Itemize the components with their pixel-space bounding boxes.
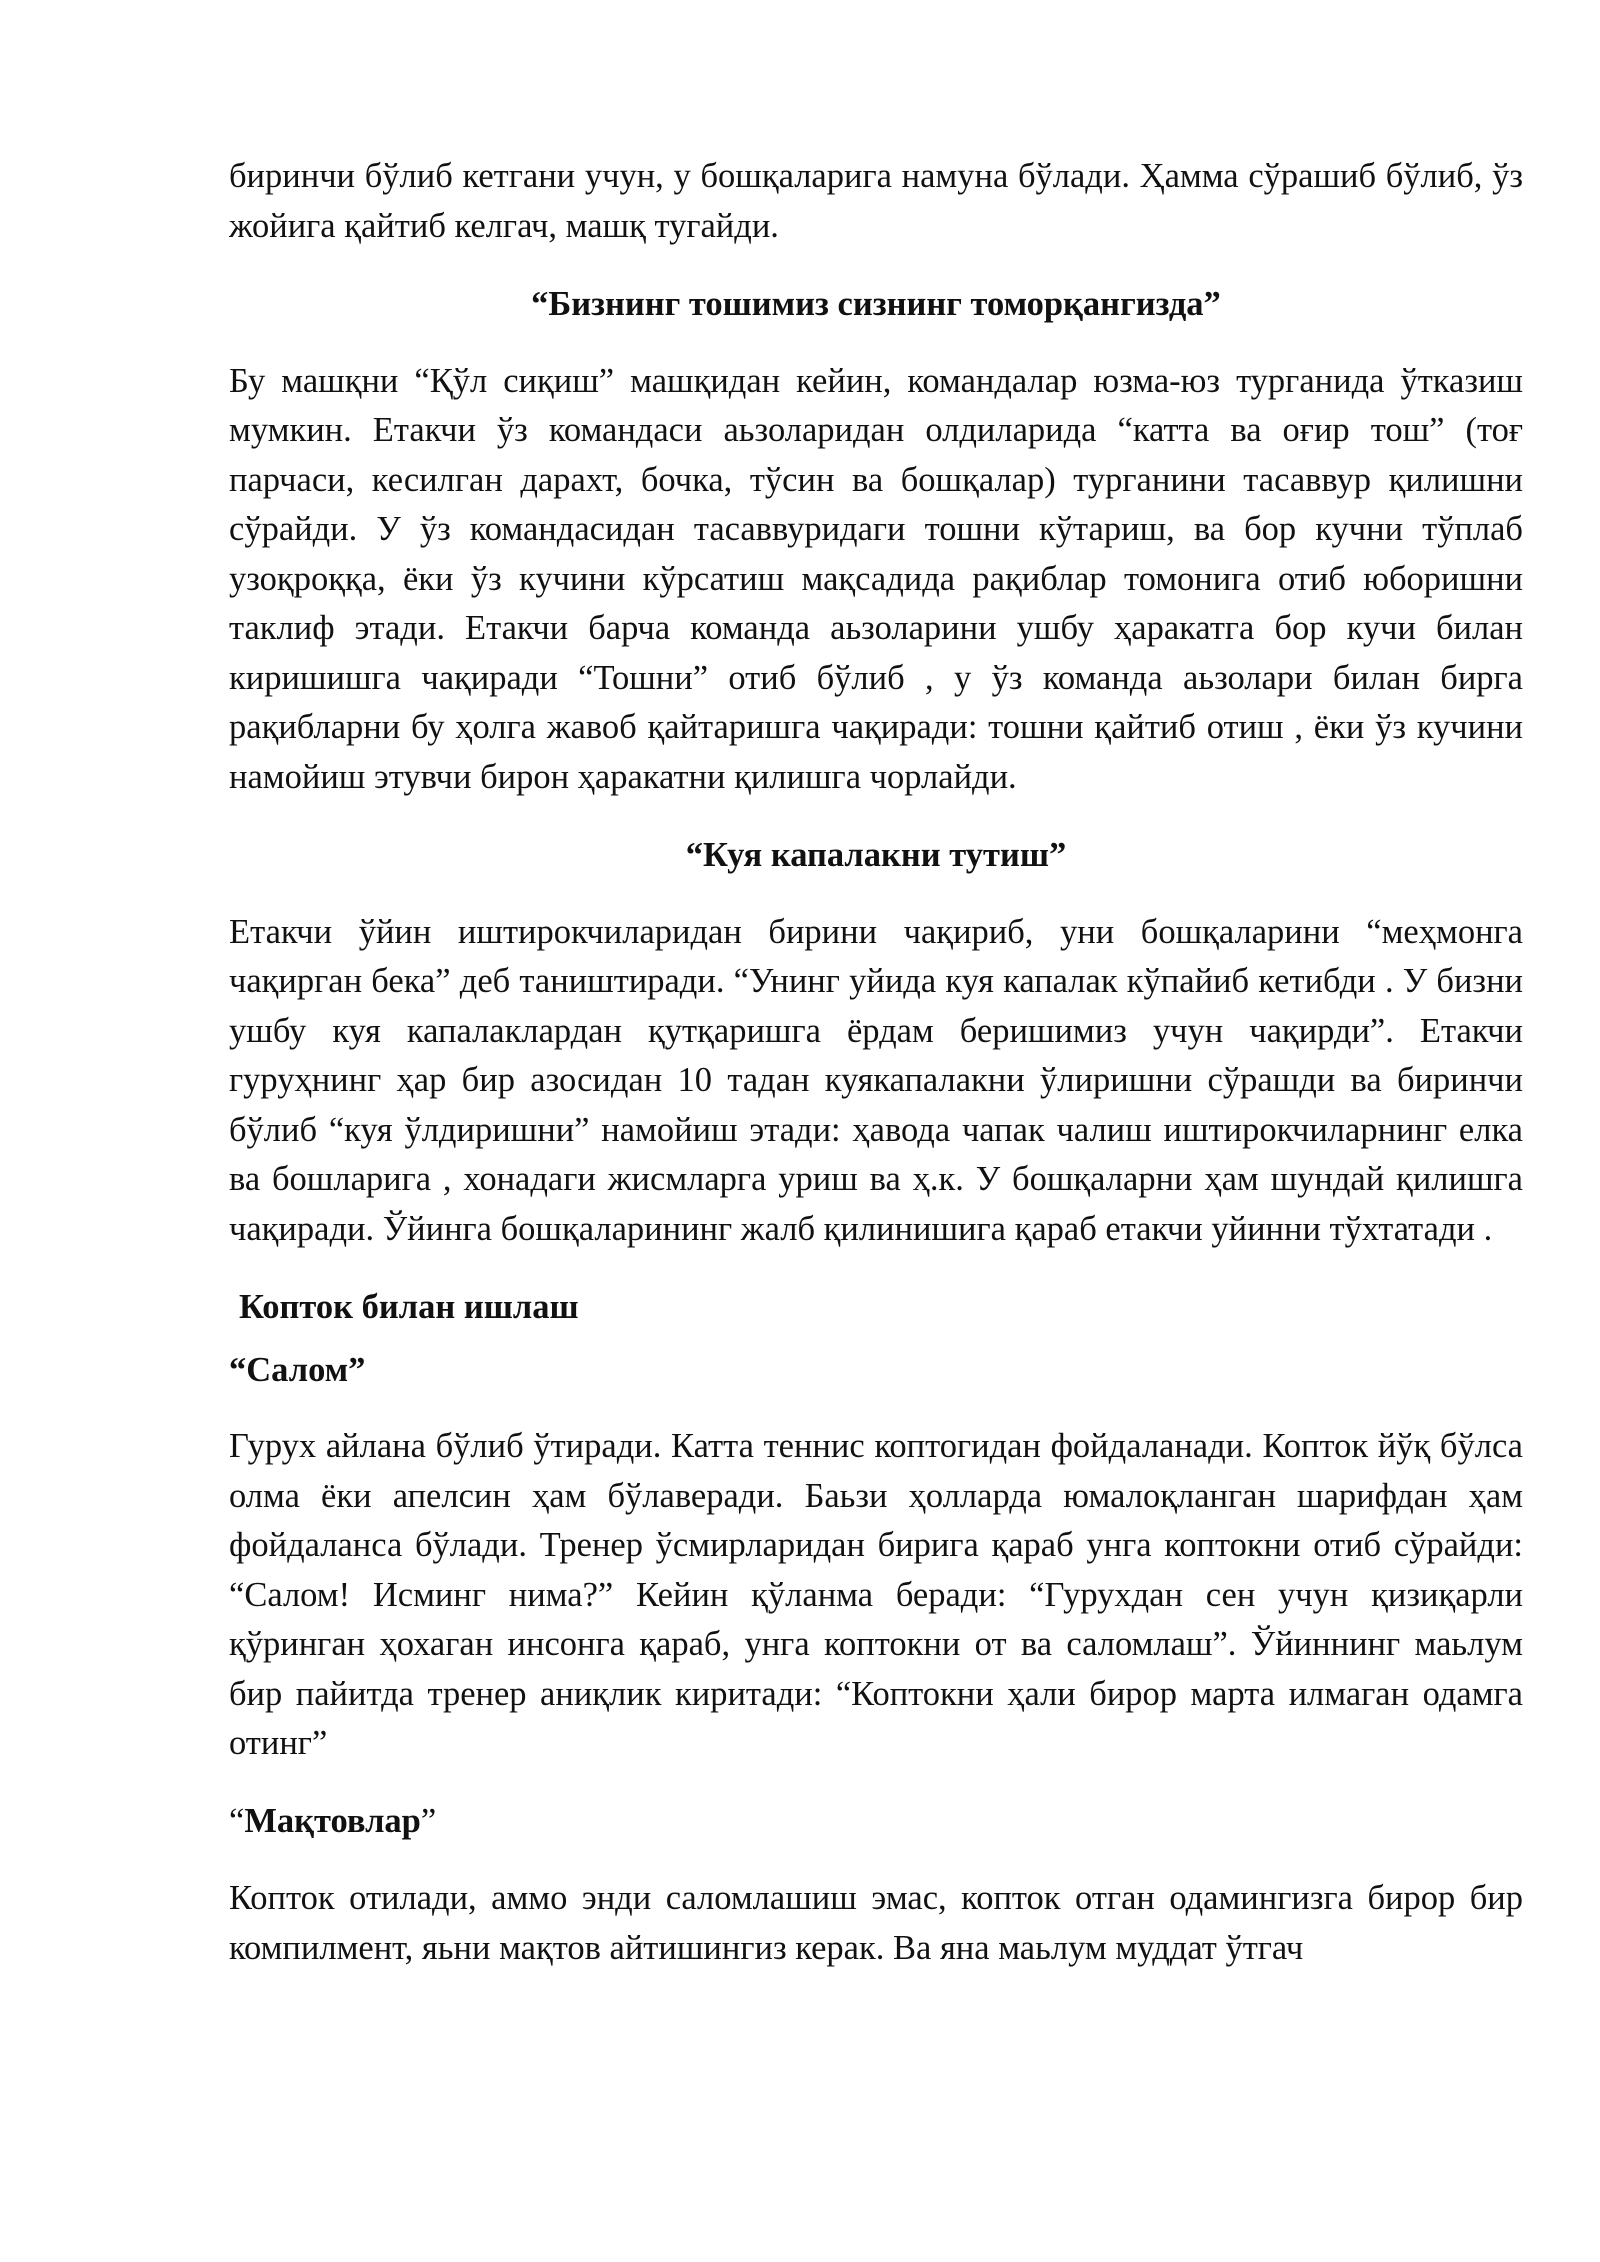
stone-exercise-paragraph: Бу машқни “Қўл сиқиш” машқидан кейин, командалар юзма-юз турганида ўтказиш мумкин. Етакчи ўз командаси аьзоларидан олдиларида “катта ва оғир тош” (тоғ парчаси, кесилган дарахт, бочка, тўсин ва бошқалар) турганини тасаввур қилишни сўрайди. У ўз командасидан тасаввуридаги тошни кўтариш, ва бор кучни тўплаб узоқроққа, ёки ўз кучини кўрсатиш мақсадида рақиблар томонига отиб юборишни таклиф этади. Етакчи барча команда аьзоларини ушбу ҳаракатга бор кучи билан киришишга чақиради “Тошни” отиб бўлиб , у ўз команда аьзолари билан бирга рақибларни бу ҳолга жавоб қайтаришга чақиради: тошни қайтиб отиш , ёки ўз кучини намойиш этувчи бирон ҳаракатни қилишга чорлайди. bbox=[229, 361, 1523, 796]
heading-praise-exercise bbox=[229, 1797, 1523, 1847]
heading-ball-work: Копток билан ишлаш bbox=[239, 1288, 579, 1326]
salom-exercise-paragraph: Гурух айлана бўлиб ўтиради. Катта теннис коптогидан фойдаланади. Копток йўқ бўлса олма ёки апелсин ҳам бўлаверади. Баьзи ҳолларда юмалоқланган шарифдан ҳам фойдаланса бўлади. Тренер ўсмирларидан бирига қараб унга коптокни отиб сўрайди: “Салом! Исминг нима?” Кейин қўланма беради: “Гурухдан сен учун қизиқарли қўринган ҳохаган инсонга қараб, унга коптокни от ва саломлаш”. Ўйиннинг маьлум бир пайитда тренер аниқлик киритади: “Коптокни ҳали бирор марта илмаган одамга отинг” bbox=[229, 1427, 1523, 1762]
heading-praise-text: Мақтовлар bbox=[244, 1801, 421, 1840]
intro-paragraph: биринчи бўлиб кетгани учун, у бошқаларига намуна бўлади. Ҳамма сўрашиб бўлиб, ўз жойига қайтиб келгач, машқ тугайди. bbox=[229, 157, 1523, 245]
heading-salom-exercise: “Салом” bbox=[229, 1350, 366, 1389]
moth-exercise-paragraph: Етакчи ўйин иштирокчиларидан бирини чақириб, уни бошқаларини “меҳмонга чақирган бека” деб таништиради. “Унинг уйида куя капалак кўпайиб кетибди . У бизни ушбу куя капалаклардан қутқаришга ёрдам беришимиз учун чақирди”. Етакчи гуруҳнинг ҳар бир азосидан 10 тадан куякапалакни ўлиришни сўрашди ва биринчи бўлиб “куя ўлдиришни” намойиш этади: ҳавода чапак чалиш иштирокчиларнинг елка ва бошларига , хонадаги жисмларга уриш ва ҳ.к. У бошқаларни ҳам шундай қилишга чақиради. Ўйинга бошқаларининг жалб қилинишига қараб етакчи уйинни тўхтатади . bbox=[229, 912, 1523, 1248]
heading-close-quote: ” bbox=[420, 1801, 437, 1840]
document-page bbox=[229, 152, 1523, 1973]
heading-stone-exercise: “Бизнинг тошимиз сизнинг томорқангизда” bbox=[531, 285, 1221, 323]
heading-open-quote: “ bbox=[229, 1801, 245, 1840]
praise-exercise-paragraph: Копток отилади, аммо энди саломлашиш эмас, копток отган одамингизга бирор бир компилмент, яьни мақтов айтишингиз керак. Ва яна маьлум муддат ўтгач bbox=[229, 1879, 1523, 1967]
heading-moth-exercise: “Куя капалакни тутиш” bbox=[685, 836, 1067, 874]
